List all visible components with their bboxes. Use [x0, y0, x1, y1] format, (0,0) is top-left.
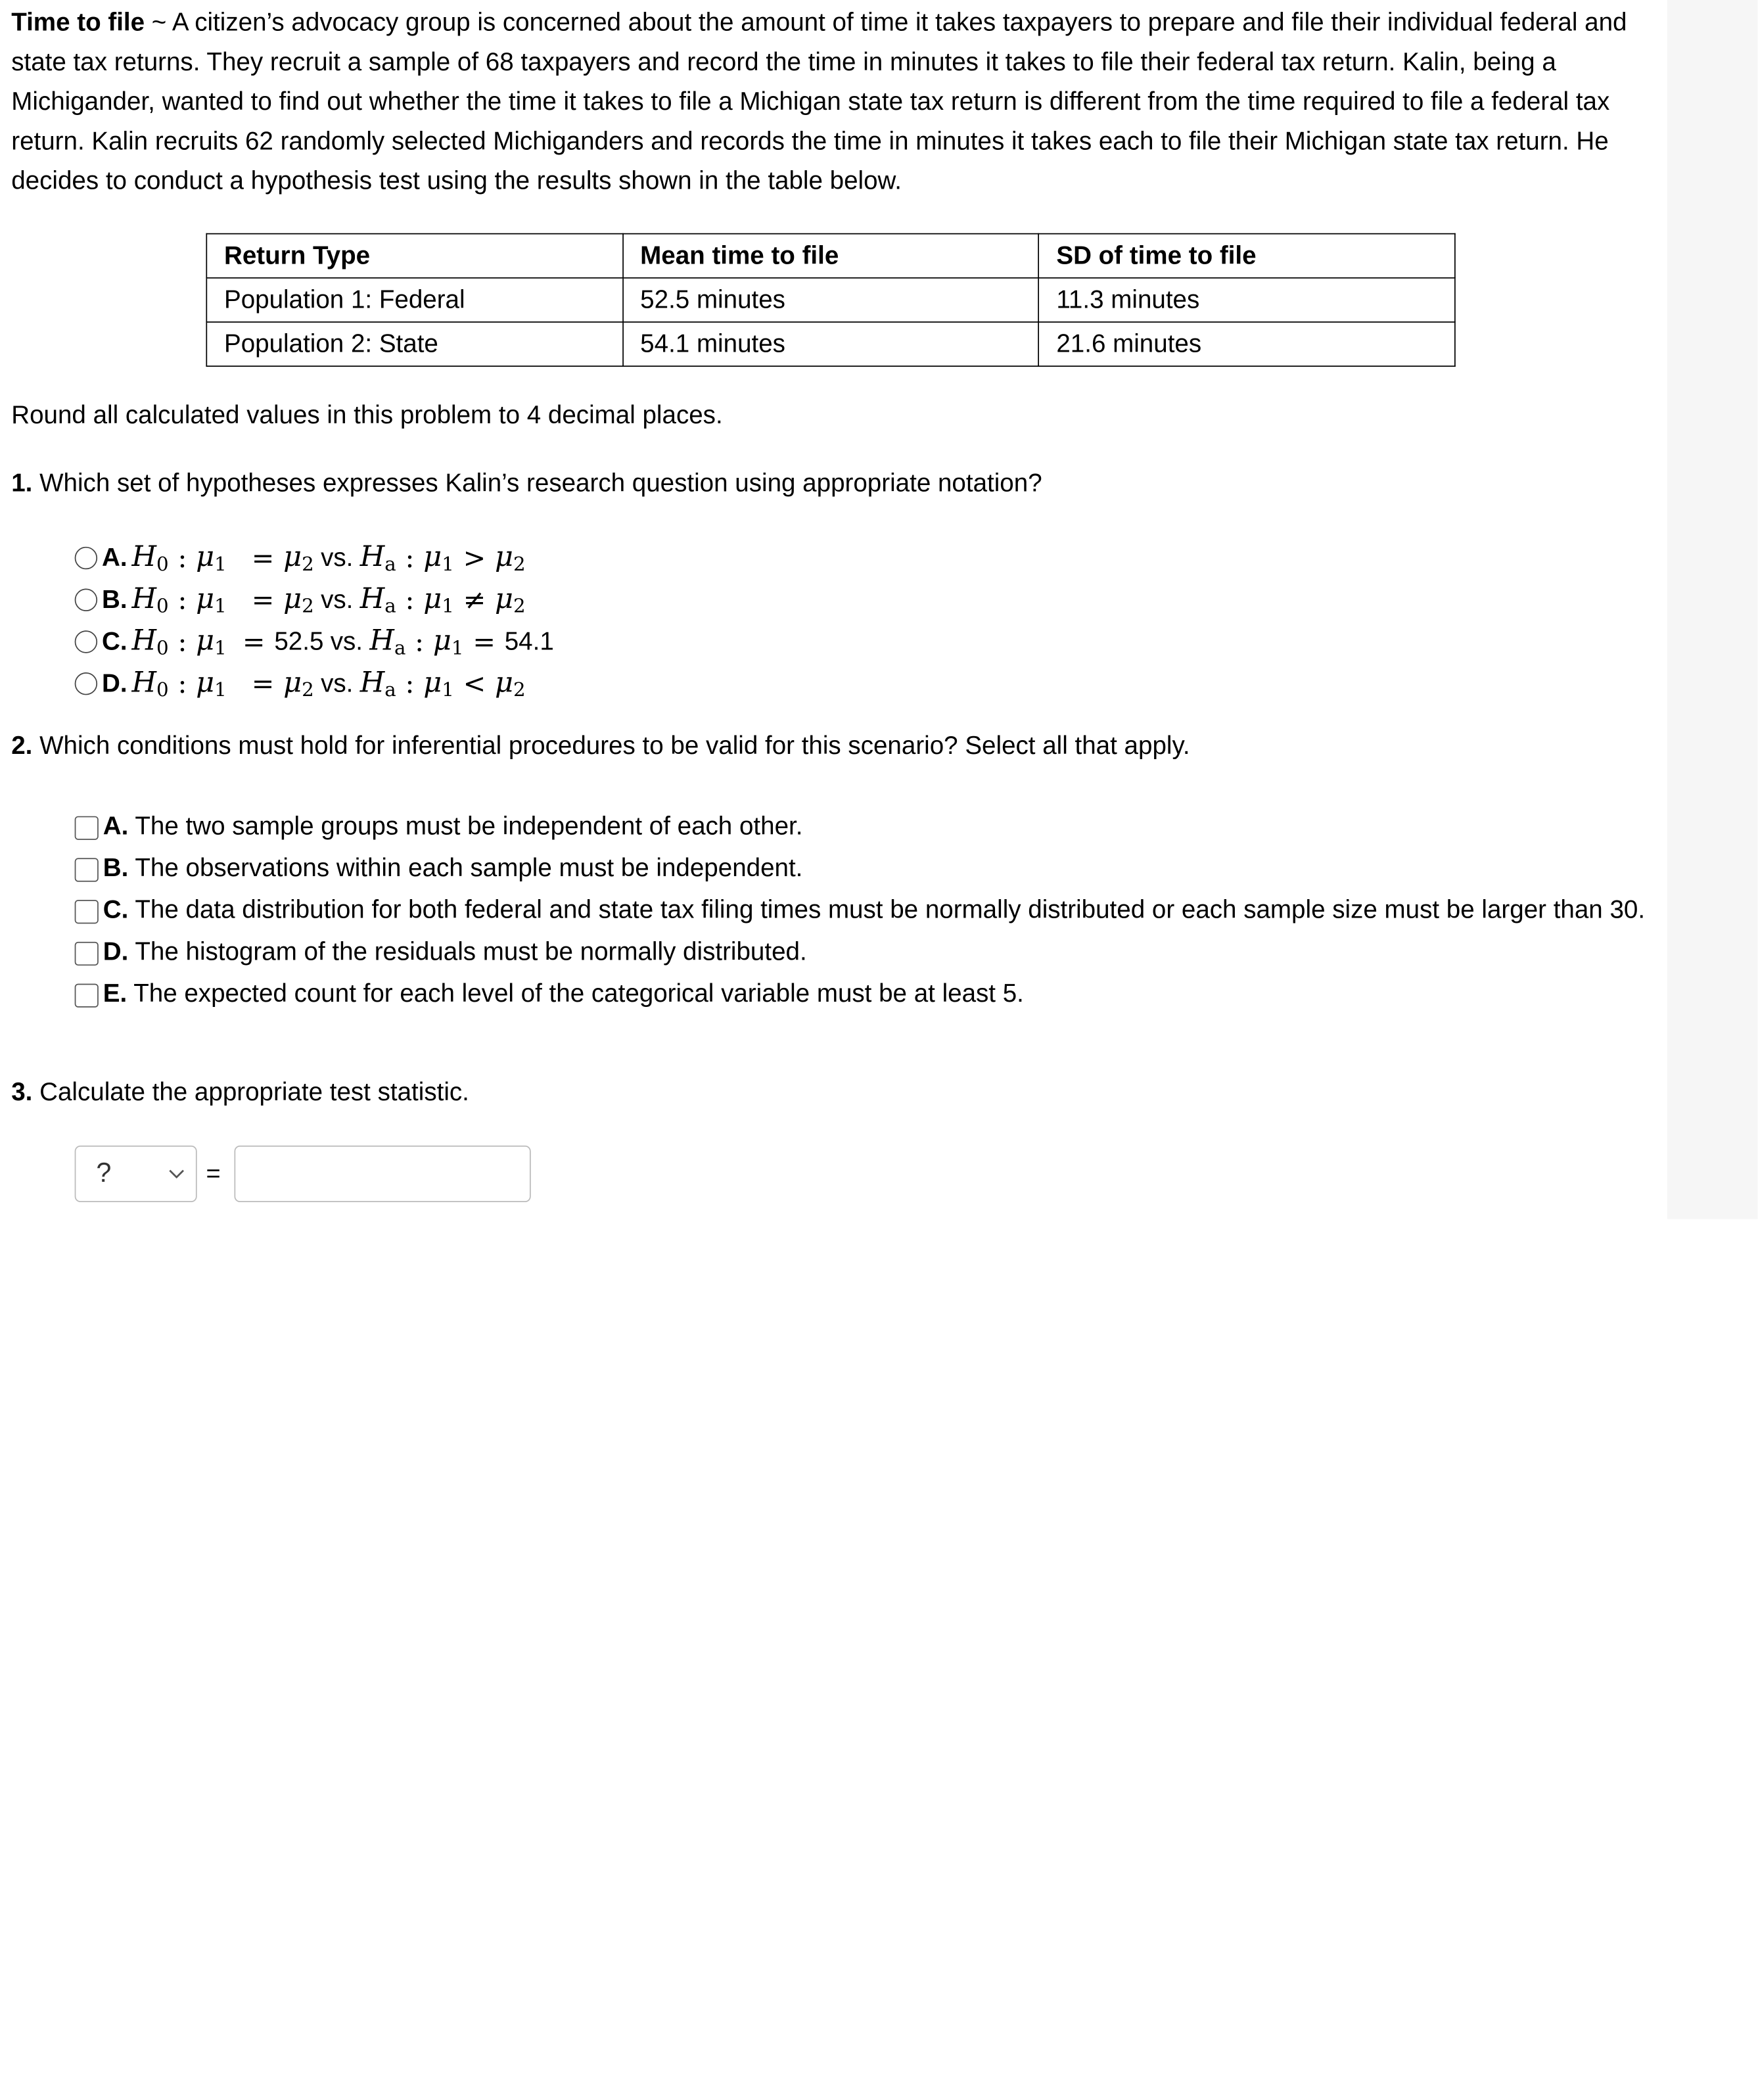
colon-symbol: : — [405, 667, 415, 699]
table-header: SD of time to file — [1039, 234, 1455, 278]
radio-option-b[interactable] — [75, 578, 554, 620]
option-letter: A. — [101, 542, 127, 571]
ha-operator: > — [463, 542, 486, 574]
colon-symbol: : — [405, 542, 415, 574]
alt-hypothesis-symbol: $H_a$ — [359, 581, 396, 618]
equals-sign: = — [206, 1159, 221, 1188]
question-number: 2. — [11, 731, 33, 760]
option-letter: D. — [103, 937, 129, 966]
ha-operator: < — [463, 667, 486, 699]
option-letter: A. — [103, 811, 129, 840]
vs-label: vs. — [321, 584, 354, 613]
statistic-type-select[interactable] — [75, 1146, 197, 1202]
ha-rhs: $\mu_2$ — [495, 539, 526, 576]
select-value: ? — [96, 1157, 112, 1189]
table-header: Return Type — [206, 234, 622, 278]
question-text: Calculate the appropriate test statistic. — [39, 1077, 469, 1106]
checkbox-option-e[interactable] — [75, 976, 1656, 1011]
option-letter: B. — [103, 853, 129, 882]
ha-rhs: $\mu_2$ — [495, 581, 526, 618]
mu1-symbol: $\mu_1$ — [196, 623, 227, 660]
h0-rhs: 52.5 — [274, 626, 324, 655]
alt-hypothesis-symbol: $H_a$ — [359, 539, 396, 576]
ha-operator: = — [473, 625, 496, 657]
radio-button[interactable] — [75, 672, 97, 694]
question-text: Which conditions must hold for inferential procedures to be valid for this scenario? Select all that apply. — [39, 731, 1190, 760]
null-hypothesis-symbol: $H_0$ — [131, 665, 169, 701]
option-letter: D. — [101, 668, 127, 697]
null-hypothesis-symbol: $H_0$ — [131, 581, 169, 618]
mu1-symbol: $\mu_1$ — [196, 665, 227, 701]
question-text: Which set of hypotheses expresses Kalin’s research question using appropriate notation? — [39, 468, 1042, 498]
colon-symbol: : — [177, 583, 187, 616]
radio-button[interactable] — [75, 630, 97, 652]
option-letter: E. — [103, 979, 127, 1008]
checkbox-option-b[interactable] — [75, 850, 1656, 885]
radio-button[interactable] — [75, 546, 97, 569]
title-separator: ~ — [151, 8, 167, 37]
checkbox-option-a[interactable] — [75, 808, 1656, 843]
chevron-down-icon — [169, 1165, 185, 1183]
question-1 — [11, 469, 1042, 498]
conditions-options — [75, 808, 1656, 1018]
colon-symbol: : — [405, 583, 415, 616]
vs-label: vs. — [330, 626, 363, 655]
option-text: The expected count for each level of the categorical variable must be at least 5. — [133, 979, 1024, 1008]
problem-description: A citizen’s advocacy group is concerned about the amount of time it takes taxpayers to prepare and file their individual federal and state tax returns. They recruit a sample of 68 taxpayers and record the time in minutes it takes to file their federal tax return. Kalin, being a Michigander, wanted to find out whether the time it takes to file a Michigan state tax return is different from the time required to file a federal tax return. Kalin recruits 62 randomly selected Michiganders and records the time in minutes it takes each to file their Michigan state tax return. He decides to conduct a hypothesis test using the results shown in the table below. — [11, 8, 1627, 195]
vs-label: vs. — [321, 542, 354, 571]
mu1-symbol: $\mu_1$ — [196, 539, 227, 576]
table-cell: 54.1 minutes — [622, 322, 1038, 366]
equals-symbol: = — [242, 625, 266, 657]
option-text: The observations within each sample must be independent. — [135, 853, 803, 882]
checkbox[interactable] — [75, 900, 99, 923]
equals-symbol: = — [251, 583, 275, 616]
question-3 — [11, 1078, 469, 1108]
option-letter: C. — [101, 626, 127, 655]
table-row — [206, 278, 1455, 322]
right-margin-panel — [1667, 0, 1758, 1219]
table-header: Mean time to file — [622, 234, 1038, 278]
hypotheses-options — [75, 536, 554, 704]
table-row — [206, 322, 1455, 366]
checkbox[interactable] — [75, 816, 99, 840]
option-text: The histogram of the residuals must be normally distributed. — [135, 937, 807, 966]
alt-hypothesis-symbol: $H_a$ — [369, 623, 406, 660]
h0-rhs: $\mu_2$ — [283, 539, 314, 576]
table-header-row — [206, 234, 1455, 278]
alt-hypothesis-symbol: $H_a$ — [359, 665, 396, 701]
question-number: 3. — [11, 1077, 33, 1106]
option-text: The two sample groups must be independent of each other. — [135, 811, 803, 840]
mu1-symbol: $\mu_1$ — [423, 539, 454, 576]
equals-symbol: = — [251, 667, 275, 699]
vs-label: vs. — [321, 668, 354, 697]
mu1-symbol: $\mu_1$ — [423, 581, 454, 618]
option-text: The data distribution for both federal and state tax filing times must be normally distributed or each sample size must be larger than 30. — [135, 895, 1646, 924]
problem-intro — [11, 2, 1655, 200]
test-statistic-input[interactable] — [234, 1146, 530, 1202]
checkbox[interactable] — [75, 984, 99, 1008]
question-number: 1. — [11, 468, 33, 498]
option-letter: C. — [103, 895, 129, 924]
h0-rhs: $\mu_2$ — [283, 665, 314, 701]
mu1-symbol: $\mu_1$ — [423, 665, 454, 701]
colon-symbol: : — [177, 625, 187, 657]
checkbox-option-c[interactable] — [75, 892, 1656, 927]
rounding-instruction: Round all calculated values in this problem to 4 decimal places. — [11, 400, 723, 429]
checkbox-option-d[interactable] — [75, 934, 1656, 969]
table-cell: 11.3 minutes — [1039, 278, 1455, 322]
table-cell: 21.6 minutes — [1039, 322, 1455, 366]
radio-option-d[interactable] — [75, 662, 554, 704]
mu1-symbol: $\mu_1$ — [432, 623, 464, 660]
table-cell: 52.5 minutes — [622, 278, 1038, 322]
data-table — [206, 233, 1455, 367]
table-cell: Population 2: State — [206, 322, 622, 366]
mu1-symbol: $\mu_1$ — [196, 581, 227, 618]
radio-button[interactable] — [75, 588, 97, 611]
checkbox[interactable] — [75, 858, 99, 881]
option-letter: B. — [101, 584, 127, 613]
colon-symbol: : — [177, 542, 187, 574]
ha-rhs: 54.1 — [504, 626, 554, 655]
h0-rhs: $\mu_2$ — [283, 581, 314, 618]
table-cell: Population 1: Federal — [206, 278, 622, 322]
problem-title: Time to file — [11, 8, 145, 37]
ha-rhs: $\mu_2$ — [495, 665, 526, 701]
checkbox[interactable] — [75, 942, 99, 966]
radio-option-c[interactable] — [75, 620, 554, 663]
question-2 — [11, 732, 1190, 761]
null-hypothesis-symbol: $H_0$ — [131, 539, 169, 576]
colon-symbol: : — [177, 667, 187, 699]
test-statistic-answer — [75, 1146, 531, 1202]
null-hypothesis-symbol: $H_0$ — [131, 623, 169, 660]
ha-operator: ≠ — [463, 583, 486, 616]
radio-option-a[interactable] — [75, 536, 554, 578]
equals-symbol: = — [251, 542, 275, 574]
colon-symbol: : — [415, 625, 425, 657]
